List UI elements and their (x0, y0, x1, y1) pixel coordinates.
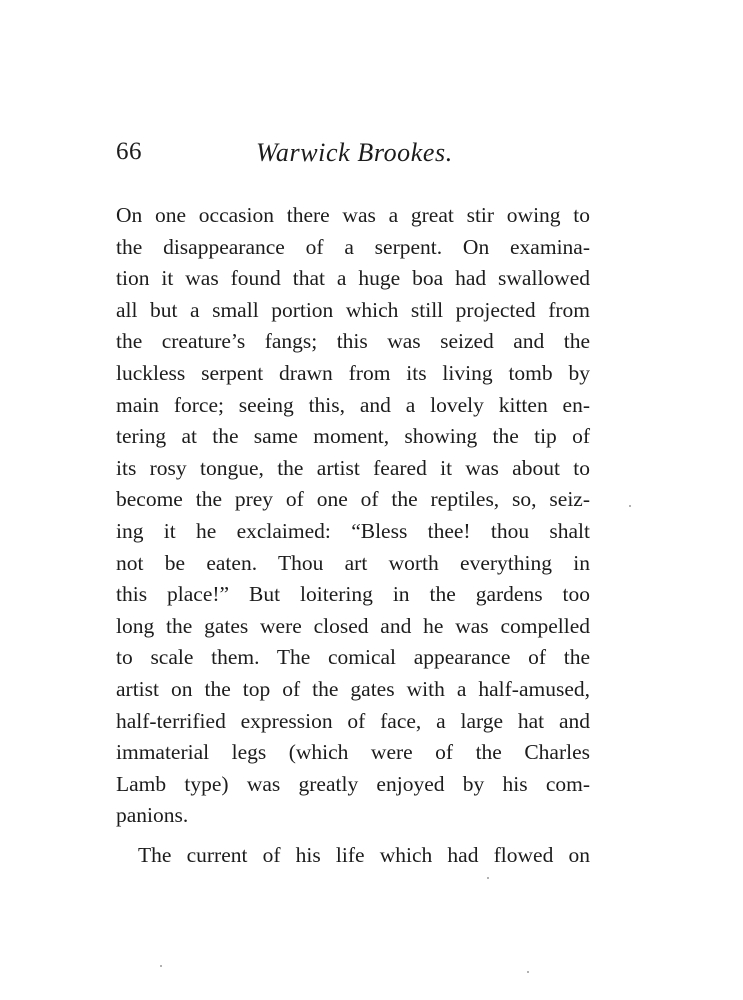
paper-speck (487, 877, 489, 879)
text-line: ing it he exclaimed: “Bless thee! thou shalt (116, 518, 590, 543)
text-line: all but a small portion which still projected from (116, 297, 590, 322)
text-line: main force; seeing this, and a lovely kitten en- (116, 392, 590, 417)
text-line: to scale them. The comical appearance of the (116, 645, 590, 670)
text-line: On one occasion there was a great stir owing to (116, 203, 590, 227)
text-line: artist on the top of the gates with a half-amused, (116, 676, 590, 701)
paper-speck (160, 965, 162, 967)
text-line: luckless serpent drawn from its living tomb by (116, 360, 590, 385)
text-line: this place!” But loitering in the gardens too (116, 582, 590, 607)
page-number: 66 (116, 138, 142, 165)
text-line: immaterial legs (which were of the Charles (116, 740, 590, 765)
paragraph-2 (116, 840, 590, 872)
text-line: Lamb type) was greatly enjoyed by his com- (116, 771, 590, 796)
text-line: become the prey of one of the reptiles, so, seiz- (116, 487, 590, 512)
body-text (116, 200, 590, 871)
text-line: tering at the same moment, showing the tip of (116, 424, 590, 449)
text-line: tion it was found that a huge boa had swallowed (116, 266, 590, 291)
paragraph-1 (116, 200, 590, 832)
page-header (116, 138, 590, 178)
text-line: half-terrified expression of face, a large hat and (116, 708, 590, 733)
text-line: the creature’s fangs; this was seized and the (116, 329, 590, 354)
text-line: long the gates were closed and he was compelled (116, 613, 590, 638)
text-line: The current of his life which had flowed on (138, 842, 590, 867)
text-line: panions. (116, 803, 189, 828)
text-line: not be eaten. Thou art worth everything in (116, 550, 590, 575)
running-head: Warwick Brookes. (256, 138, 453, 167)
text-line: its rosy tongue, the artist feared it was about to (116, 455, 590, 480)
paper-speck (629, 505, 631, 507)
text-line: the disappearance of a serpent. On examina- (116, 234, 590, 259)
paper-speck (527, 971, 529, 973)
